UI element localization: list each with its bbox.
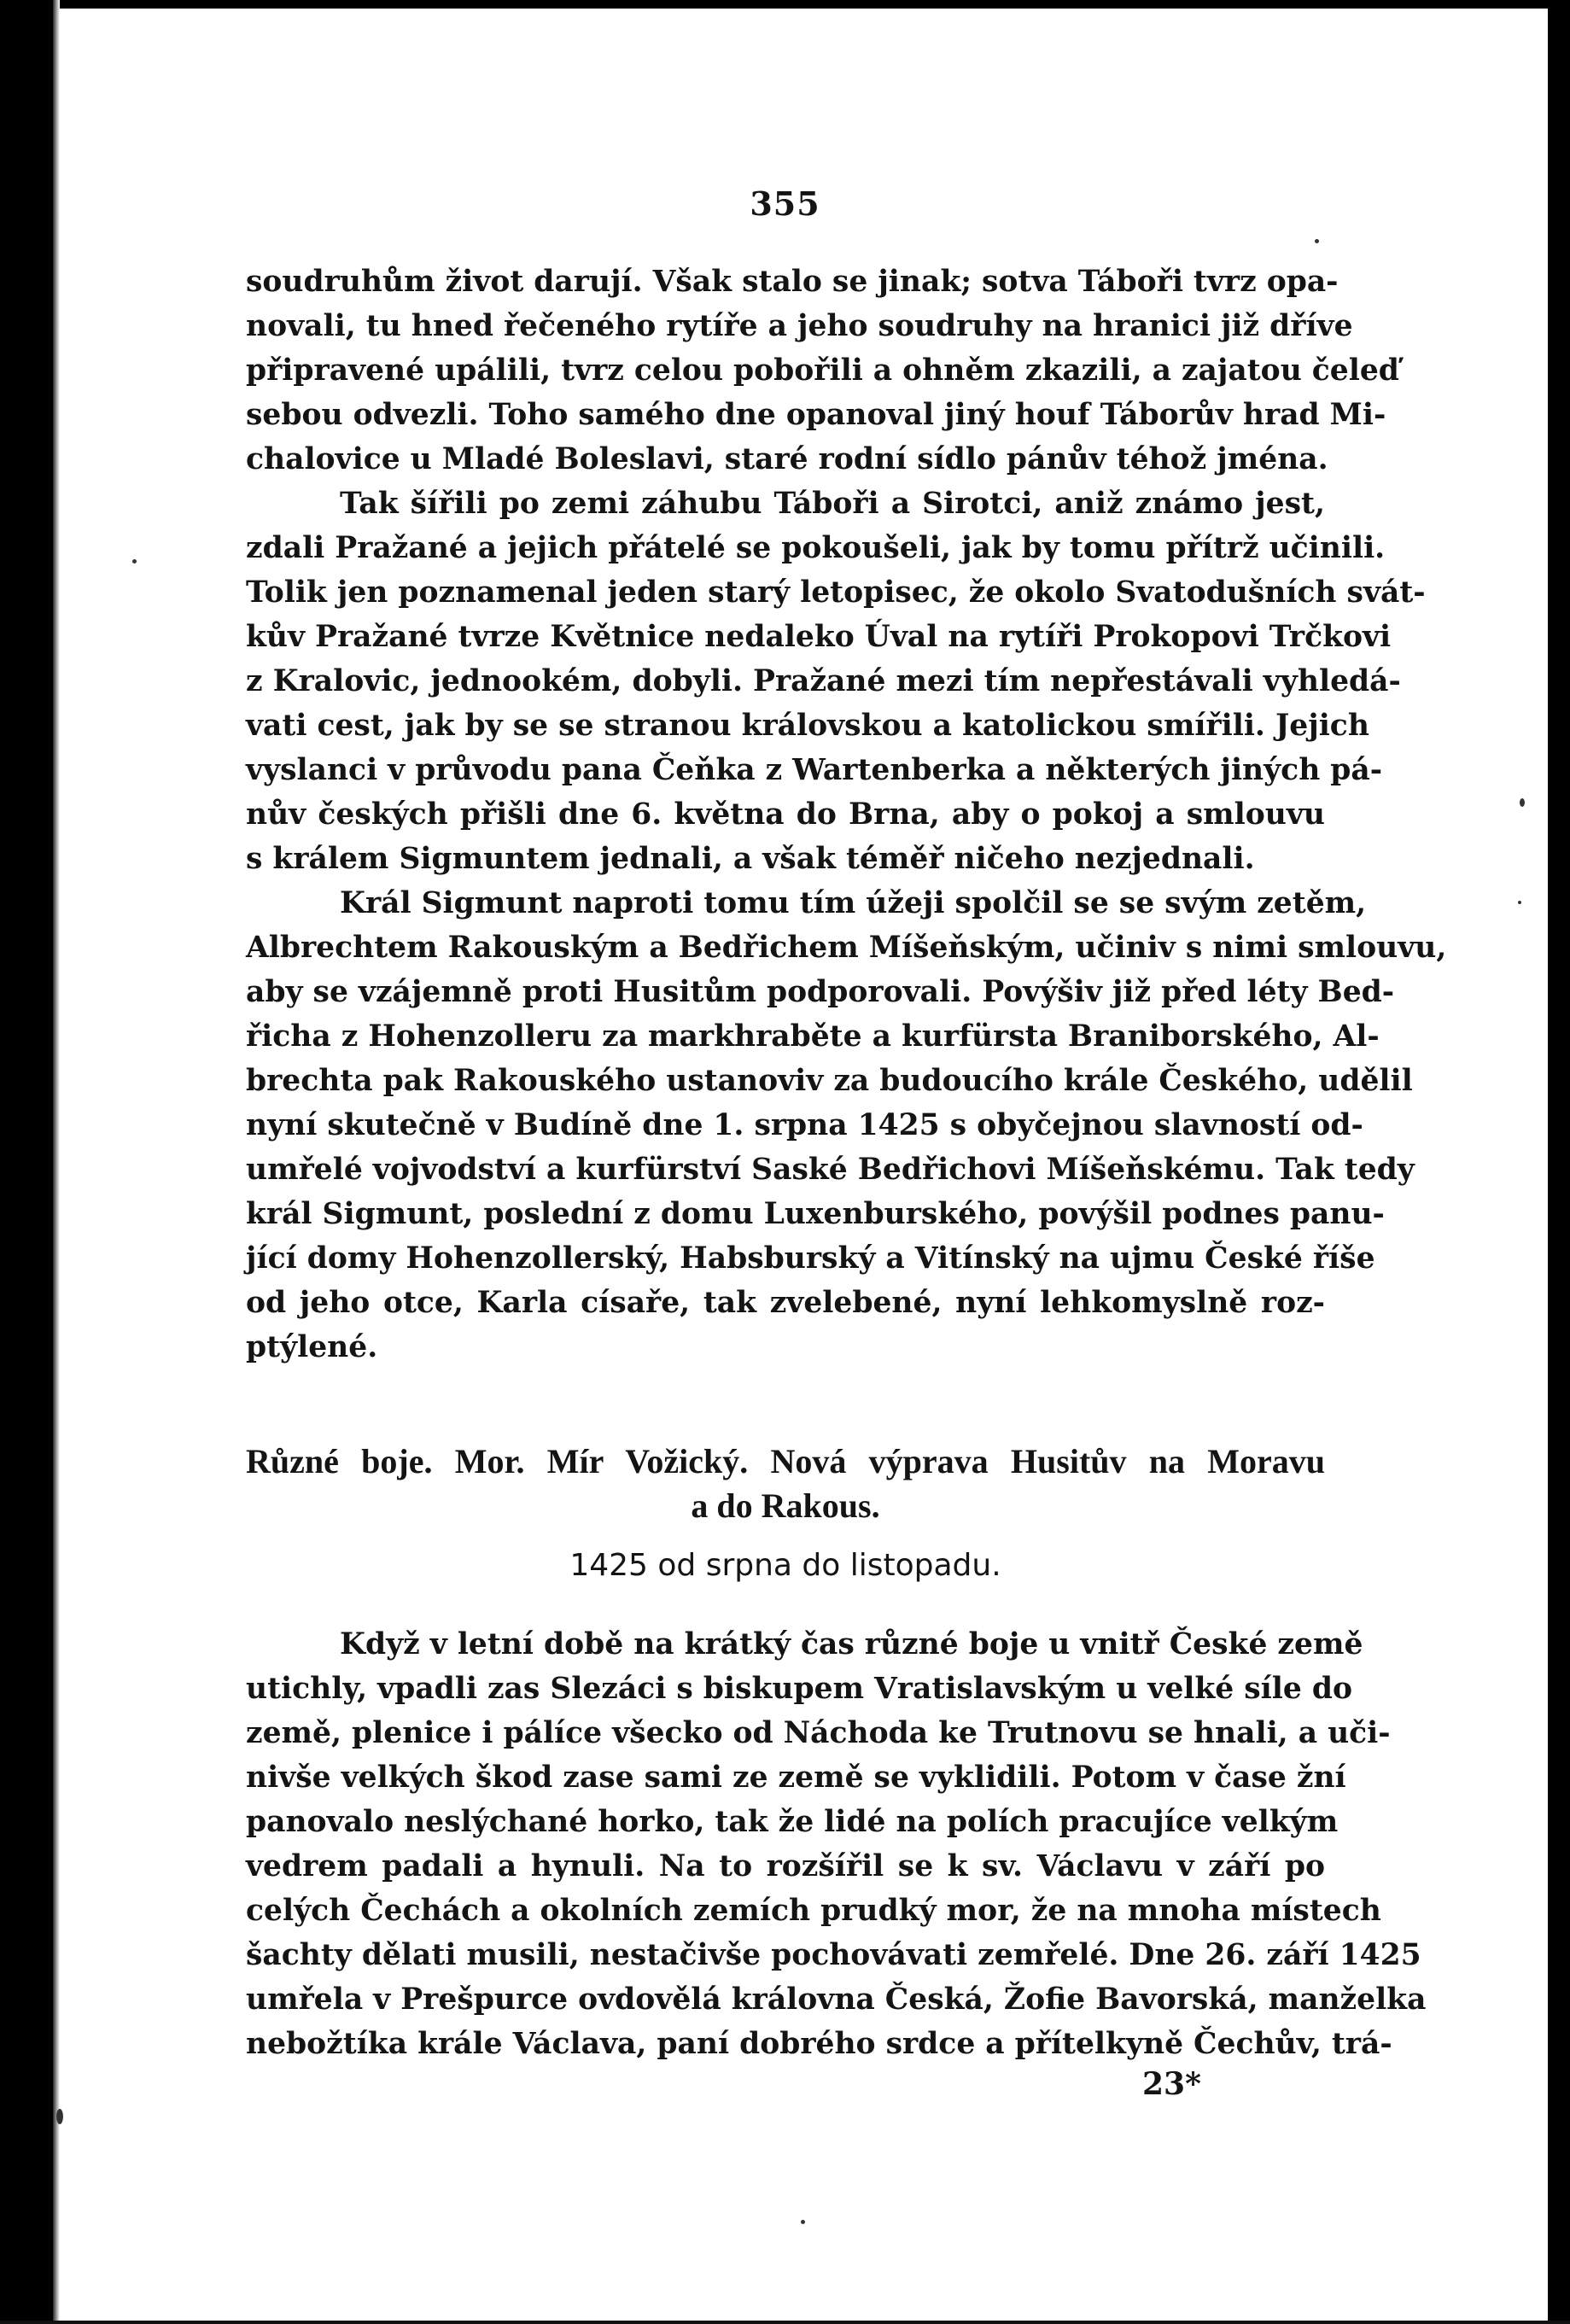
text-line: z Kralovic, jednookém, dobyli. Pražané mezi tím nepřestávali vyhledá- <box>246 664 1401 698</box>
text-line: Když v letní době na krátký čas různé boje u vnitř České země <box>340 1627 1363 1661</box>
scan-speck <box>132 559 137 563</box>
body-text-top <box>246 260 1447 1369</box>
body-text-bottom <box>246 1622 1427 2066</box>
signature-mark: 23* <box>1142 2066 1201 2102</box>
scan-speck <box>1518 901 1521 904</box>
section-heading <box>246 1439 1325 1528</box>
text-line: ptýlené. <box>246 1330 378 1364</box>
scan-border-bottom <box>0 2321 1570 2324</box>
text-line: nův českých přišli dne 6. května do Brna, aby o pokoj a smlouvu <box>246 797 1325 832</box>
scan-border-left-edge <box>53 0 60 2324</box>
text-line: země, plenice i pálíce všecko od Náchoda ke Trutnovu se hnali, a uči- <box>246 1716 1391 1750</box>
scan-border-right <box>1548 0 1570 2324</box>
page-number: 355 <box>750 184 820 223</box>
scan-speck <box>56 2109 63 2124</box>
text-line: panovalo neslýchané horko, tak že lidé na polích pracujíce velkým <box>246 1805 1339 1839</box>
text-line: Albrechtem Rakouským a Bedřichem Míšeňským, učiniv s nimi smlouvu, <box>246 931 1447 965</box>
text-line: novali, tu hned řečeného rytíře a jeho soudruhy na hranici již dříve <box>246 309 1353 343</box>
text-line: Tak šířili po zemi záhubu Táboři a Sirotci, aniž známo jest, <box>340 487 1325 521</box>
section-subheading: 1425 od srpna do listopadu. <box>569 1548 1001 1583</box>
text-line: od jeho otce, Karla císaře, tak zvelebené, nyní lehkomyslně roz- <box>246 1286 1325 1320</box>
scan-border-top <box>0 0 1570 9</box>
text-line: brechta pak Rakouského ustanoviv za budoucího krále Českého, udělil <box>246 1064 1413 1098</box>
text-line: vedrem padali a hynuli. Na to rozšířil se k sv. Václavu v září po <box>246 1849 1325 1883</box>
text-line: zdali Pražané a jejich přátelé se pokoušeli, jak by tomu přítrž učinili. <box>246 531 1386 565</box>
text-line: kův Pražané tvrze Květnice nedaleko Úval na rytíři Prokopovi Trčkovi <box>246 620 1392 654</box>
scan-speck <box>1520 798 1525 807</box>
text-line: šachty dělati musili, nestačivše pochovávati zemřelé. Dne 26. září 1425 <box>246 1938 1421 1972</box>
text-line: s králem Sigmuntem jednali, a však téměř ničeho nezjednali. <box>246 842 1255 876</box>
text-line: chalovice u Mladé Boleslavi, staré rodní sídlo pánův téhož jména. <box>246 442 1328 476</box>
scan-speck <box>1315 239 1319 243</box>
text-line: nyní skutečně v Budíně dne 1. srpna 1425 s obyčejnou slavností od- <box>246 1108 1363 1142</box>
text-line: aby se vzájemně proti Husitům podporovali. Povýšiv již před léty Bed- <box>246 975 1395 1009</box>
scan-border-left <box>0 0 53 2324</box>
text-line: řicha z Hohenzolleru za markhraběte a kurfürsta Braniborského, Al- <box>246 1019 1380 1054</box>
scan-speck <box>801 2220 805 2224</box>
text-line: utichly, vpadli zas Slezáci s biskupem Vratislavským u velké síle do <box>246 1672 1352 1706</box>
text-line: jící domy Hohenzollerský, Habsburský a Vitínský na ujmu České říše <box>246 1241 1375 1276</box>
section-heading-line: a do Rakous. <box>691 1486 880 1525</box>
text-line: celých Čechách a okolních zemích prudký mor, že na mnoha místech <box>246 1894 1381 1928</box>
text-line: umřelé vojvodství a kurfürství Saské Bedřichovi Míšeňskému. Tak tedy <box>246 1153 1415 1187</box>
text-line: vati cest, jak by se se stranou královskou a katolickou smířili. Jejich <box>246 709 1369 743</box>
text-line: Tolik jen poznamenal jeden starý letopisec, že okolo Svatodušních svát- <box>246 575 1426 610</box>
text-line: vyslanci v průvodu pana Čeňka z Wartenberka a některých jiných pá- <box>246 753 1383 787</box>
text-line: umřela v Prešpurce ovdovělá královna Česká, Žofie Bavorská, manželka <box>246 1982 1427 2017</box>
text-line: Král Sigmunt naproti tomu tím úžeji spolčil se se svým zetěm, <box>340 886 1367 920</box>
text-line: král Sigmunt, poslední z domu Luxenburského, povýšil podnes panu- <box>246 1197 1385 1231</box>
text-line: nivše velkých škod zase sami ze země se vyklidili. Potom v čase žní <box>246 1761 1346 1795</box>
text-line: sebou odvezli. Toho samého dne opanoval jiný houf Táborův hrad Mi- <box>246 398 1386 432</box>
text-line: nebožtíka krále Václava, paní dobrého srdce a přítelkyně Čechův, trá- <box>246 2027 1392 2061</box>
text-line: soudruhům život darují. Však stalo se jinak; sotva Táboři tvrz opa- <box>246 265 1339 299</box>
section-heading-line: Různé boje. Mor. Mír Vožický. Nová výprava Husitův na Moravu <box>246 1442 1325 1480</box>
text-line: připravené upálili, tvrz celou pobořili a ohněm zkazili, a zajatou čeleď <box>246 353 1399 388</box>
